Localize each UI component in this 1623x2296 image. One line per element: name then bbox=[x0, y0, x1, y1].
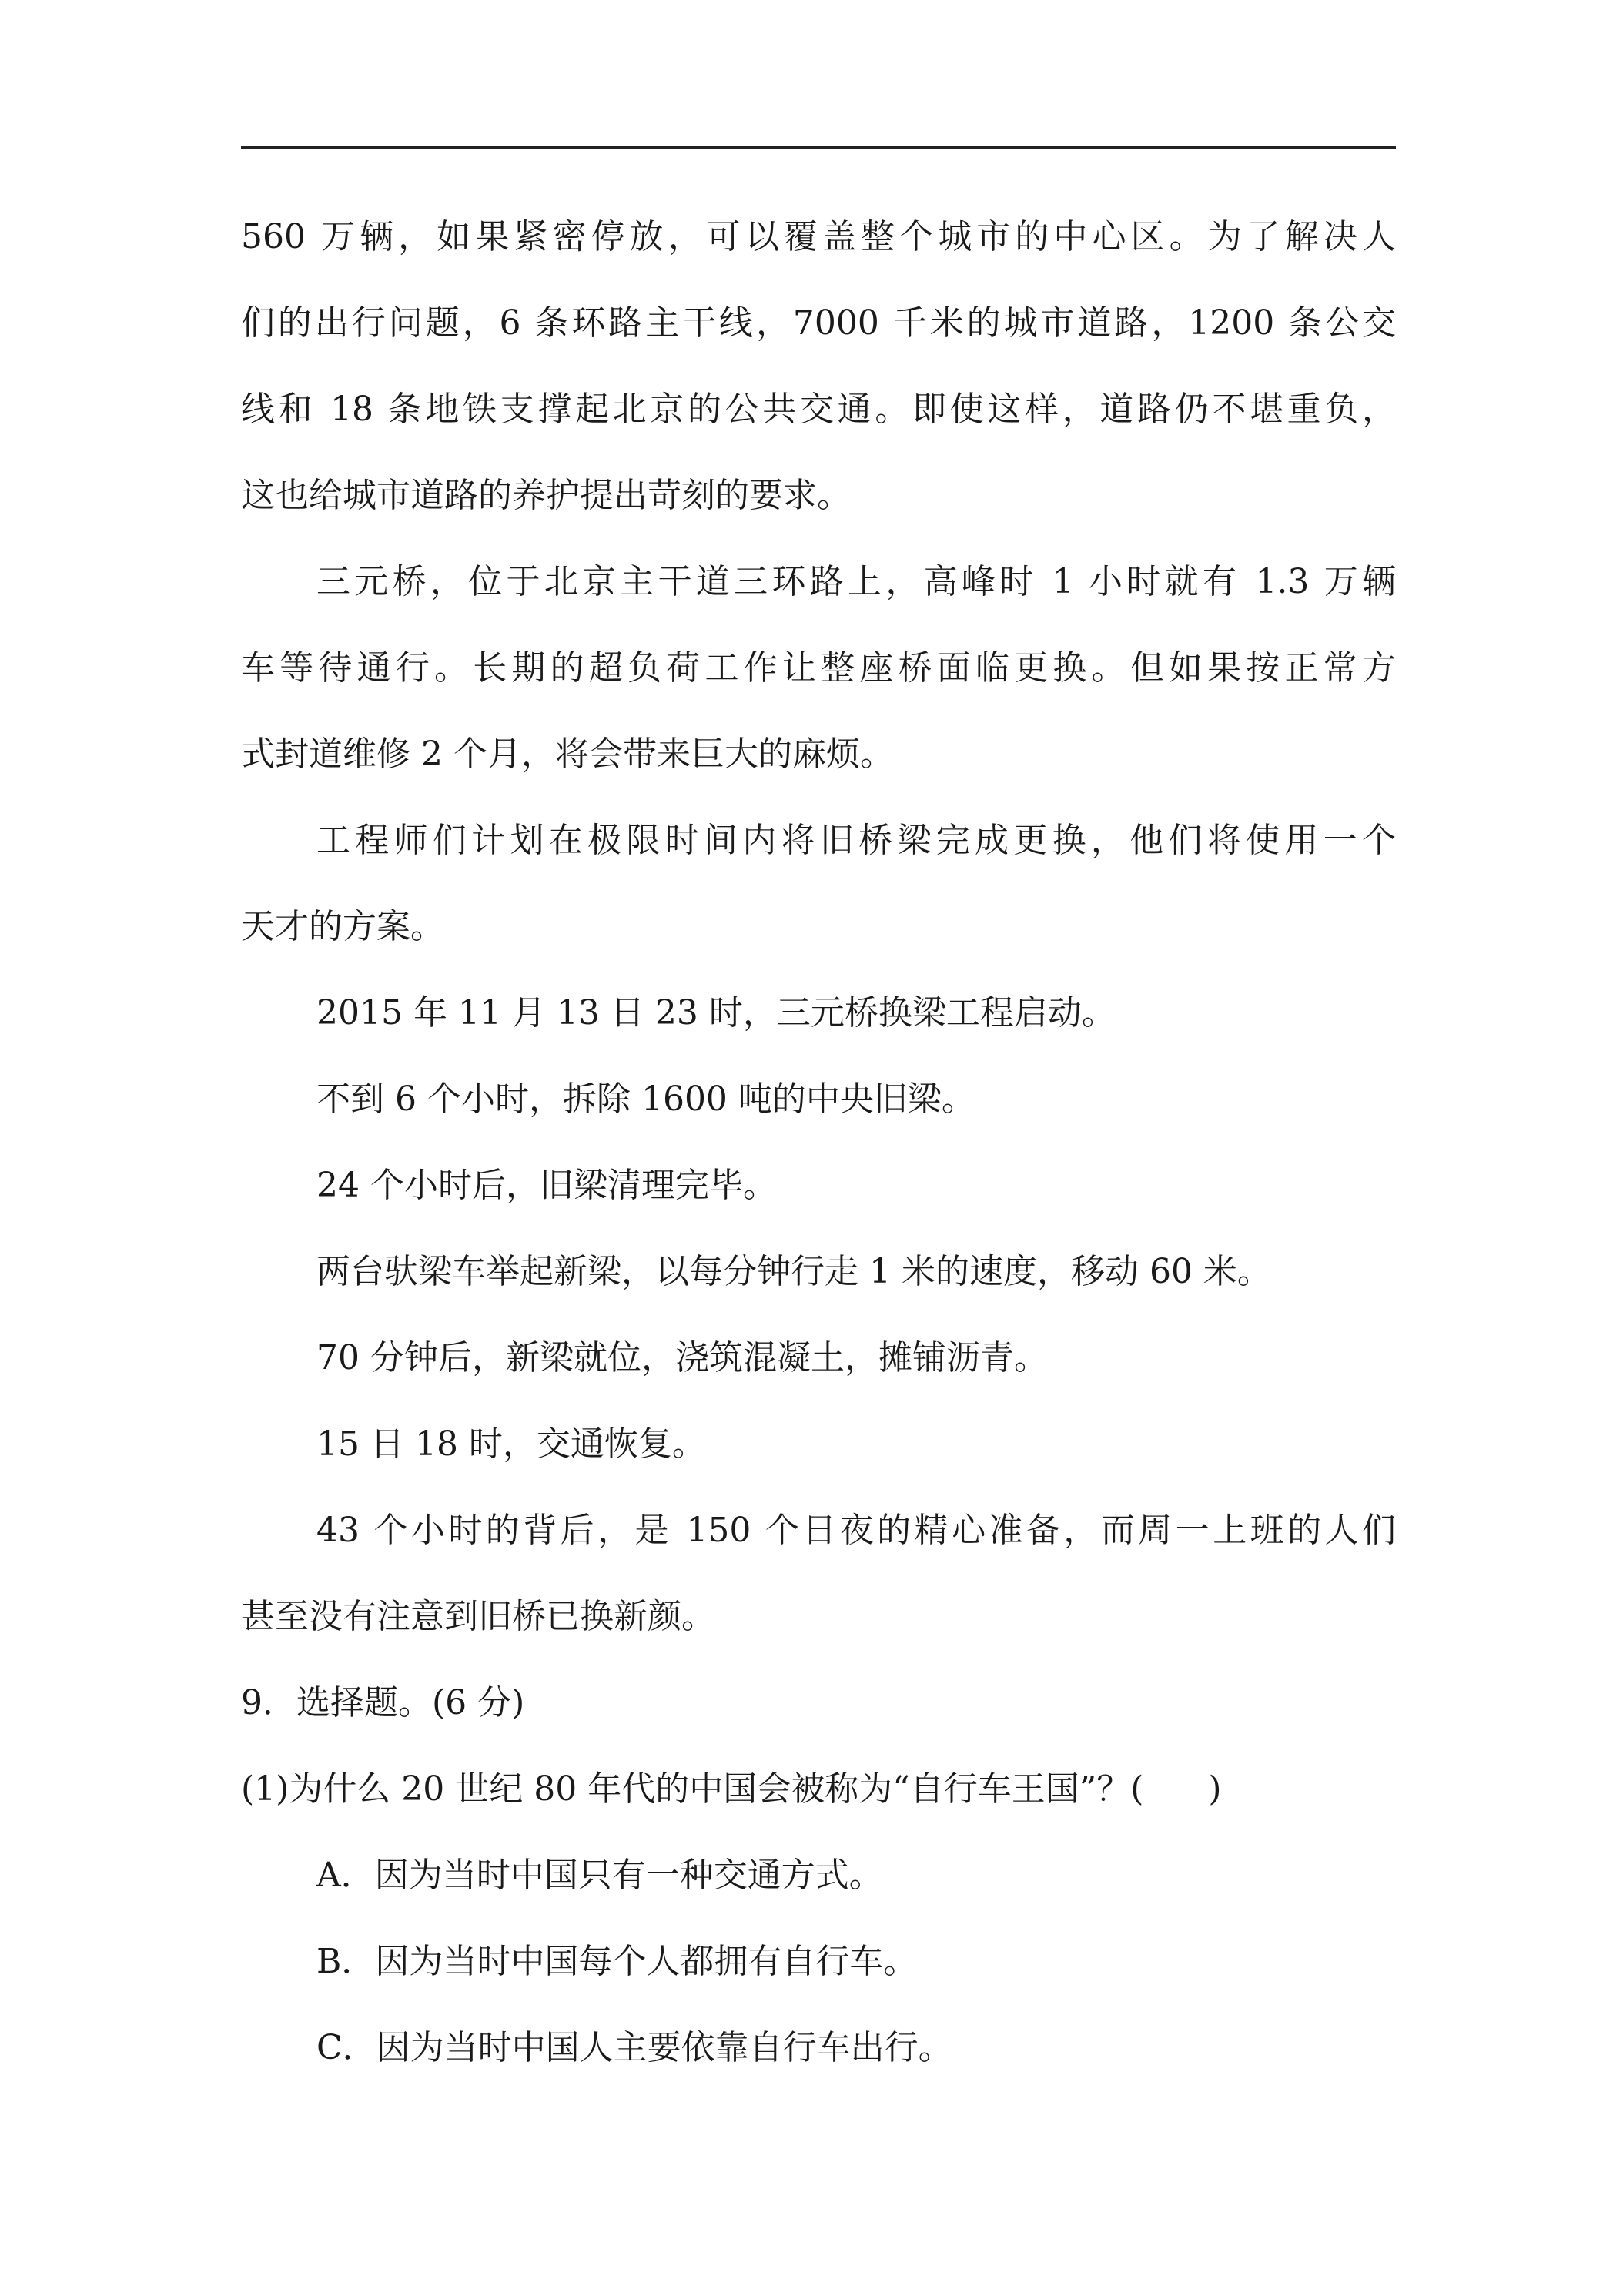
option-a bbox=[241, 1832, 1396, 1919]
text-line: 线和 18 条地铁支撑起北京的公共交通。即使这样，道路仍不堪重负， bbox=[241, 390, 1396, 429]
text-line: 24 个小时后，旧梁清理完毕。 bbox=[316, 1166, 777, 1205]
paragraph-demolition bbox=[241, 1056, 1396, 1143]
sub-question-line bbox=[241, 1746, 1396, 1832]
text-line: 甚至没有注意到旧桥已换新颜。 bbox=[241, 1597, 715, 1636]
text-line: 车等待通行。长期的超负荷工作让整座桥面临更换。但如果按正常方 bbox=[241, 648, 1396, 688]
text-line: 15 日 18 时，交通恢复。 bbox=[316, 1424, 706, 1464]
text-line: 们的出行问题，6 条环路主干线，7000 千米的城市道路，1200 条公交 bbox=[241, 303, 1396, 343]
header-rule bbox=[241, 146, 1396, 149]
text-line: 560 万辆，如果紧密停放，可以覆盖整个城市的中心区。为了解决人 bbox=[241, 217, 1396, 256]
option-b bbox=[241, 1919, 1396, 2005]
text-line: 这也给城市道路的养护提出苛刻的要求。 bbox=[241, 476, 851, 515]
paragraph-engineers-plan bbox=[241, 798, 1396, 970]
text-line: 不到 6 个小时，拆除 1600 吨的中央旧梁。 bbox=[316, 1079, 975, 1119]
document-body bbox=[241, 194, 1396, 2091]
paragraph-beam-in-place bbox=[241, 1315, 1396, 1401]
question-heading-text: 9．选择题。(6 分) bbox=[241, 1683, 525, 1722]
paragraph-traffic-restored bbox=[241, 1401, 1396, 1488]
paragraph-beam-moving bbox=[241, 1229, 1396, 1315]
text-line: 三元桥，位于北京主干道三环路上，高峰时 1 小时就有 1.3 万辆 bbox=[316, 562, 1396, 601]
text-line: 70 分钟后，新梁就位，浇筑混凝土，摊铺沥青。 bbox=[316, 1338, 1048, 1377]
paragraph-project-start bbox=[241, 970, 1396, 1056]
option-c bbox=[241, 2005, 1396, 2091]
paragraph-cleanup bbox=[241, 1143, 1396, 1229]
option-c-text: C．因为当时中国人主要依靠自行车出行。 bbox=[316, 2028, 952, 2067]
text-line: 天才的方案。 bbox=[241, 907, 444, 946]
text-line: 2015 年 11 月 13 日 23 时，三元桥换梁工程启动。 bbox=[316, 993, 1116, 1033]
paragraph-preparation bbox=[241, 1488, 1396, 1660]
paragraph-sanyuan-bridge bbox=[241, 539, 1396, 798]
sub-question-close: ) bbox=[1208, 1769, 1222, 1809]
sub-question-text: (1)为什么 20 世纪 80 年代的中国会被称为“自行车王国”？( bbox=[241, 1769, 1144, 1809]
paragraph-beijing-traffic bbox=[241, 194, 1396, 539]
sub-question bbox=[241, 1746, 1396, 1832]
option-b-text: B．因为当时中国每个人都拥有自行车。 bbox=[316, 1942, 918, 1981]
question-heading bbox=[241, 1660, 1396, 1746]
text-line: 式封道维修 2 个月，将会带来巨大的麻烦。 bbox=[241, 735, 894, 774]
text-line: 工程师们计划在极限时间内将旧桥梁完成更换，他们将使用一个 bbox=[316, 821, 1396, 860]
text-line: 两台驮梁车举起新梁，以每分钟行走 1 米的速度，移动 60 米。 bbox=[316, 1252, 1271, 1291]
option-a-text: A．因为当时中国只有一种交通方式。 bbox=[316, 1856, 883, 1895]
text-line: 43 个小时的背后，是 150 个日夜的精心准备，而周一上班的人们 bbox=[316, 1511, 1396, 1550]
